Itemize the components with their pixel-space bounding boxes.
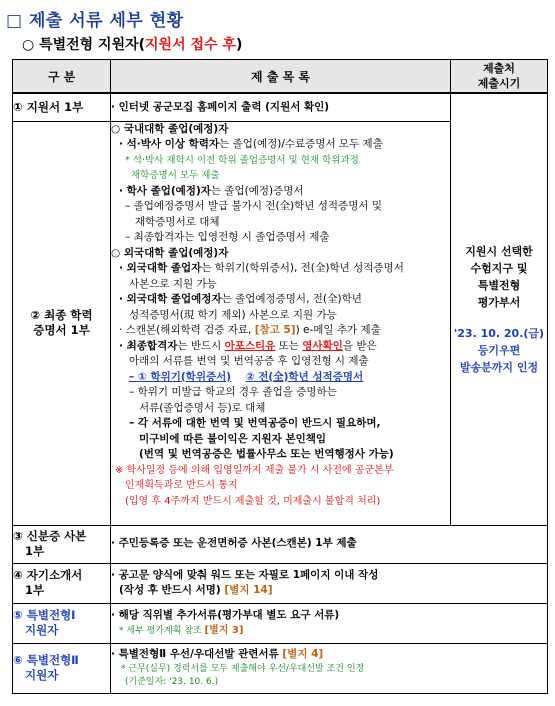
header-category: 구 분 xyxy=(13,60,111,94)
row-content: · 특별전형Ⅱ 우선/우대선발 관련서류 [별지 4] * 근무(실무) 경력서를 모두 제출해야 우선/우대선발 조건 인정 (기준일자: '23. 10. 6.) xyxy=(111,643,548,693)
row-content: · 공고문 양식에 맞춰 워드 또는 자필로 1페이지 이내 작성 (작성 후 반드시 서명) [별지 14] xyxy=(111,563,548,603)
row-category: ② 최종 학력 증명서 1부 xyxy=(13,121,111,525)
table-row xyxy=(13,93,548,121)
row-category: ③ 신분증 사본 1부 xyxy=(13,525,111,563)
row-content: ○ 국내대학 졸업(예정)자 · 석·박사 이상 학력자는 졸업(예정)/수료증명서 모두 제출 * 석·박사 재학시 이전 학위 졸업증명서 및 현재 학위과정 재학증명서 모두 제출 · 학사 졸업(예정)자는 졸업(예정)증명서 – 졸업예정증명서 발급 불가시 전(全)학년 성적증명서 및 재학증명서로 대체 – 최종합격자는 입영전형 시 졸업증명서 제출 ○ 외국대학 졸업(예정)자 · 외국대학 졸업자는 학위기(학위증서), 전(全)학년 성적증명서 사본으로 지원 가능 · 외국대학 졸업예정자는 졸업예정증명서, 전(全)학년 성적증명서(現 학기 제외) 사본으로 지원 가능 · 스캔본(해외학력 검증 자료, [참고 5]) e-메일 추가 제출 · 최종합격자는 반드시 아포스티유 또는 영사확인을 받은 아래의 서류를 번역 및 번역공증 후 입영전형 시 제출 – ① 학위기(학위증서) ② 전(全)학년 성적증명서 – 학위기 미발급 학교의 경우 졸업을 증명하는 서류(졸업증명서 등)로 대체 – 각 서류에 대한 번역 및 번역공증이 반드시 필요하며, 미구비에 따른 불이익은 지원자 본인책임 (번역 및 번역공증은 법률사무소 또는 번역행정사 가능) ※ 학사일정 등에 의해 입영일까지 제출 불가 시 사전에 공군본부 인재획득과로 반드시 통지 (입영 후 4주까지 반드시 제출할 것, 미제출시 불합격 처리) xyxy=(111,121,451,525)
header-items: 제 출 목 록 xyxy=(111,60,451,94)
table-header-row xyxy=(13,60,548,94)
row-category: ① 지원서 1부 xyxy=(13,93,111,121)
foreign-heading: ○ 외국대학 졸업(예정)자 xyxy=(111,246,229,259)
row-category: ④ 자기소개서 1부 xyxy=(13,563,111,603)
section-subtitle: ○ 특별전형 지원자(지원서 접수 후) xyxy=(22,37,243,53)
domestic-heading: ○ 국내대학 졸업(예정)자 xyxy=(111,122,229,135)
row-category: ⑤ 특별전형Ⅰ 지원자 xyxy=(13,603,111,643)
row-content: · 인터넷 공군모집 홈페이지 출력 (지원서 확인) xyxy=(111,93,451,121)
table-row xyxy=(13,643,548,693)
page-title: □ 제출 서류 세부 현황 xyxy=(6,11,184,31)
row-content: · 해당 직위별 추가서류(평가부대 별도 요구 서류) * 세부 평가계획 참조 [별지 3] xyxy=(111,603,548,643)
table-row xyxy=(13,563,548,603)
table-row xyxy=(13,525,548,563)
destination-cell: 지원시 선택한 수험지구 및 특별전형 평가부서 '23. 10. 20.(금) 등기우편 발송분까지 인정 xyxy=(451,93,548,525)
row-content: · 주민등록증 또는 운전면허증 사본(스캔본) 1부 제출 xyxy=(111,525,548,563)
submission-table xyxy=(12,59,548,694)
table-row xyxy=(13,603,548,643)
header-destination: 제출처 제출시기 xyxy=(451,60,548,94)
row-category: ⑥ 특별전형Ⅱ 지원자 xyxy=(13,643,111,693)
